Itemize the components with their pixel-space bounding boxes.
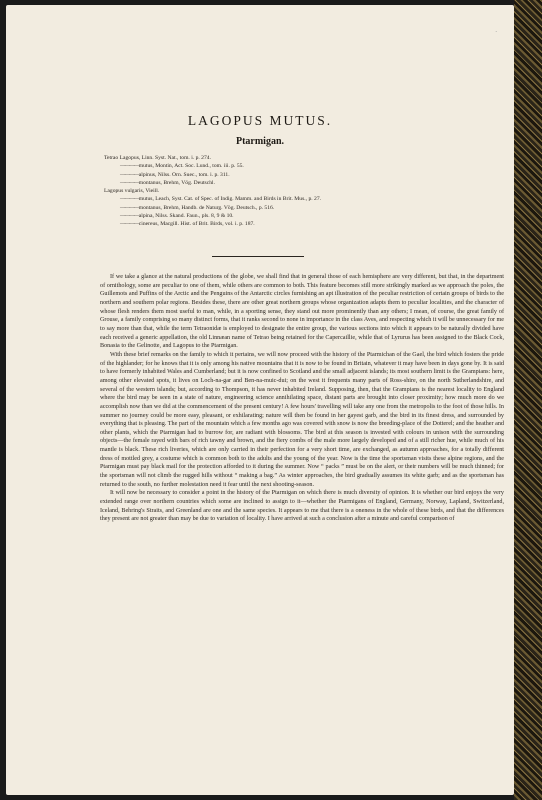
paragraph: It will now be necessary to consider a point in the history of the Ptarmigan on which there is much diversity of opinion. It is whether our bird enjoys the very extended range over northern countries which some are inclined to assign to it—whether the Ptarmigans of England, Germany, Norway, Lapland, Switzerland, Iceland, Behring's Straits, and Greenland are one and the same species. It appears to me that there is a oneness in the whole of these birds, and that the differences they present are not greater than may be due to variation of locality. I have arrived at such a conclusion after a minute and careful comparison of [100, 490, 504, 523]
page-mark: · [495, 28, 498, 36]
synonym-line: ———— mutus, Leach, Syst. Cat. of Spec. of Indig. Mamm. and Birds in Brit. Mus., p. 27. [104, 195, 504, 203]
synonym-line: ———— alpina, Nilss. Skand. Faun., pls. 8, 9 & 10. [104, 212, 504, 220]
synonym-line: Lagopus vulgaris, Vieill. [104, 188, 160, 195]
paragraph: If we take a glance at the natural productions of the globe, we shall find that in general those of each hemisphere are very different, but that, in the department of ornithology, some are peculiar to one of them, while others are common to both. This feature becomes still more strikingly marked as we approach the poles, the Guillemots and Puffins of the Arctic and the Penguins of the Antarctic circles furnishing an apt illustration of the peculiar restriction of certain groups of birds to the northern and southern polar regions. Besides these, there are other great northern groups whose organization adapts them to peculiar localities, and the character of whose flesh renders them most useful to man, while, in a sporting sense, they stand out more prominently than any others; I mean, of course, the great family of Grouse, a family comprising so many distinct forms, that it ranks second to none in importance in the class Aves, and respecting which it will be unnecessary for me to say more than that, while the term Tetraonidæ is employed to designate the entire group, the various sections into which it appears to be naturally divided have each received a generic appellation, the old Linnæan name of Tetrao being retained for the Capercaillie, while that of Lyrurus has been assigned to the Black Cock, Bonasia to the Gelinotte, and Lagopus to the Ptarmigan. [100, 274, 504, 350]
paragraph: With these brief remarks on the family to which it pertains, we will now proceed with the history of the Ptarmichan of the Gael, the bird which fosters the pride of the highlander; for he knows that it is only among his native mountains that it is now to be found in Britain, whatever it may have been in days gone by. It is said to have formerly inhabited Wales and Cumberland; but it is now confined to Scotland and the small adjacent islands; its most southern limit is the Grampians: here, among other elevated spots, it lives on Loch-na-gar and Ben-na-muic-dui; on the west it frequents many parts of Ross-shire, on the north Sutherlandshire, and several of the western islands; but, according to Thompson, it has never inhabited Ireland. Supposing, then, that the Grampians is the nearest locality to England where the bird may be seen in a state of nature, engineering science annihilating space, distant parts are brought into closer proximity; how much more do we accomplish now than we did at the commencement of the present century! A few hours' travelling will take any one from the metropolis to the foot of those hills. In summer no journey could be more easy, pleasant, or exhilarating; nature will then be found in her gayest garb, and the bird in its finest dress, and surrounded by everything that is pleasing. The part of the mountain which a few months ago was covered with snow is now the breeding-place of the Dotterel; and the heather and other plants, which the Ptarmigan had to burrow for, are radiant with blossoms. The bird at this season is invested with colours in unison with the surrounding objects—the female rayed with bars of rich tawny and brown, and the fiery combs of the male more largely developed and of a still richer hue, while much of his mantle is black. These rich liveries, which are only carried in their perfection for a very short time, are exchanged, as autumn approaches, for a totally different dress of mottled grey, a costume which is common both to the adults and the young of the year. Now is the time the sportsman visits these alpine regions, and the Ptarmigan must pay black mail for the protection afforded to it during the summer. Now “ packs ” must be on the alert, or their numbers will be much thinned; for the sportsman will not climb the rugged hills without “ making a bag.” As winter approaches, the bird gradually assumes its white garb; and as the sportsman has returned to the south, no further molestation need it fear until the next shooting-season. [100, 351, 504, 488]
body-text [100, 273, 504, 524]
page-subtitle: Ptarmigan. [235, 136, 285, 147]
synonym-line: ———— cinereus, Macgill. Hist. of Brit. Birds, vol. i. p. 187. [104, 220, 504, 228]
synonym-line: Tetrao Lagopus, Linn. Syst. Nat., tom. i. p. 274. [104, 155, 211, 161]
page-title: LAGOPUS MUTUS. [187, 113, 333, 128]
synonym-line: ———— montanus, Brehm, Vög. Deutschl. [104, 179, 504, 187]
synonym-line: ———— alpinus, Nilss. Orn. Suec., tom. i. p. 311. [104, 171, 504, 179]
synonym-line: ———— mutus, Montin, Act. Soc. Lund., tom. iii. p. 55. [104, 162, 504, 170]
section-divider [212, 256, 304, 257]
synonym-line: ———— montanus, Brehm, Handb. de Naturg. Vög. Deutsch., p. 516. [104, 204, 504, 212]
synonymy-list [104, 154, 504, 229]
